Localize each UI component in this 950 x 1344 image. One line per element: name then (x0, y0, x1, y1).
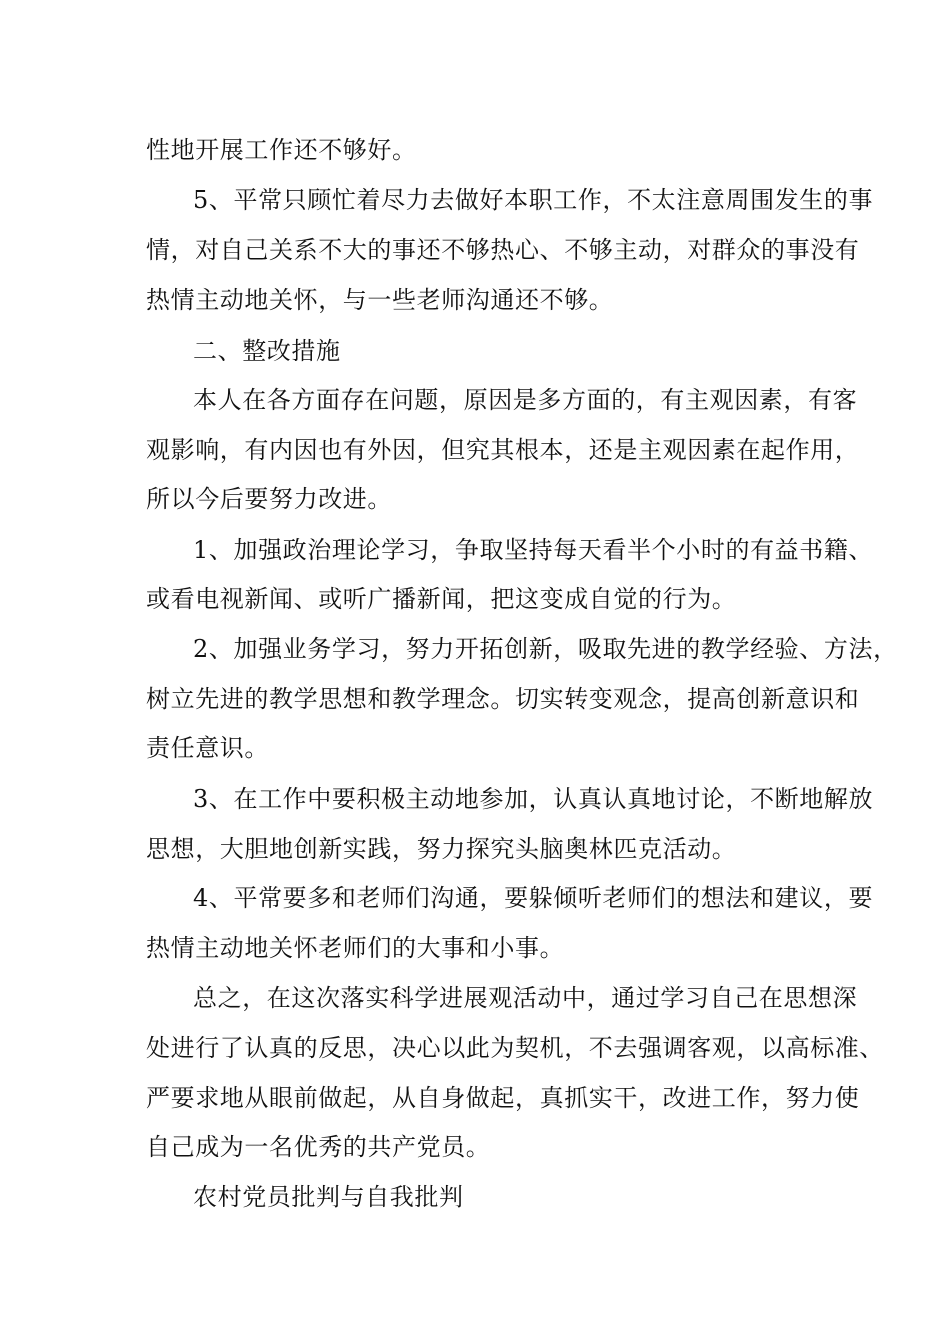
text-line: 所以今后要努力改进。 (146, 485, 392, 513)
document-title: 农村党员批判与自我批判 (193, 1183, 464, 1211)
text-line: 性地开展工作还不够好。 (146, 136, 417, 164)
text-line: 5、平常只顾忙着尽力去做好本职工作，不太注意周围发生的事 (193, 186, 874, 214)
section-heading: 二、整改措施 (193, 337, 341, 365)
text-line: 观影响，有内因也有外因，但究其根本，还是主观因素在起作用， (146, 436, 860, 464)
text-line: 情，对自己关系不大的事还不够热心、不够主动，对群众的事没有 (146, 236, 860, 264)
text-line: 3、在工作中要积极主动地参加，认真认真地讨论，不断地解放 (193, 785, 874, 813)
text-line: 思想，大胆地创新实践，努力探究头脑奥林匹克活动。 (146, 835, 737, 863)
text-line: 热情主动地关怀老师们的大事和小事。 (146, 934, 565, 962)
text-line: 热情主动地关怀，与一些老师沟通还不够。 (146, 286, 614, 314)
text-line: 4、平常要多和老师们沟通，要躲倾听老师们的想法和建议，要 (193, 884, 874, 912)
text-line: 严要求地从眼前做起，从自身做起，真抓实干，改进工作，努力使 (146, 1084, 860, 1112)
text-line: 自己成为一名优秀的共产党员。 (146, 1133, 491, 1161)
text-line: 树立先进的教学思想和教学理念。切实转变观念，提高创新意识和 (146, 685, 860, 713)
text-line: 本人在各方面存在问题，原因是多方面的，有主观因素，有客 (193, 386, 858, 414)
text-line: 处进行了认真的反思，决心以此为契机，不去强调客观，以高标准、 (146, 1034, 884, 1062)
text-line: 1、加强政治理论学习，争取坚持每天看半个小时的有益书籍、 (193, 536, 874, 564)
text-line: 或看电视新闻、或听广播新闻，把这变成自觉的行为。 (146, 585, 737, 613)
text-line: 2、加强业务学习，努力开拓创新，吸取先进的教学经验、方法， (193, 635, 898, 663)
text-line: 总之，在这次落实科学进展观活动中，通过学习自己在思想深 (193, 984, 858, 1012)
text-line: 责任意识。 (146, 734, 269, 762)
